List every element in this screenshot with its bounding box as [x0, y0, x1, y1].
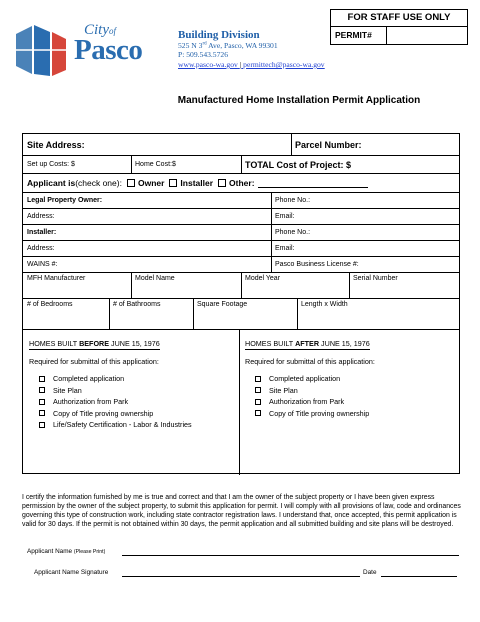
checkbox-icon[interactable] — [39, 422, 45, 428]
checkbox-icon[interactable] — [255, 399, 261, 405]
before-1976-column — [23, 330, 239, 475]
checkbox-icon[interactable] — [255, 387, 261, 393]
date-label: Date — [363, 569, 377, 576]
installer-address-field[interactable]: Address: — [27, 245, 55, 252]
permit-form — [22, 133, 460, 474]
license-row — [23, 257, 459, 273]
after-item: Authorization from Park — [255, 397, 461, 406]
cost-row — [23, 156, 459, 174]
applicant-type-row — [23, 174, 459, 193]
site-parcel-row — [23, 134, 459, 156]
check-one-hint: (check one): — [75, 178, 122, 188]
installer-field[interactable]: Installer: — [27, 229, 57, 236]
installer-checkbox[interactable] — [169, 179, 177, 187]
email-link[interactable]: permittech@pasco-wa.gov — [243, 60, 325, 69]
city-logo — [14, 22, 162, 78]
logo-name-text: Pasco — [74, 34, 143, 66]
total-cost-field[interactable]: TOTAL Cost of Project: $ — [245, 159, 352, 170]
requirements-section — [23, 330, 459, 475]
installer-label: Installer — [180, 178, 214, 188]
permit-number-label: PERMIT# — [331, 27, 387, 44]
other-checkbox[interactable] — [218, 179, 226, 187]
checkbox-icon[interactable] — [39, 399, 45, 405]
after-heading: HOMES BUILT AFTER JUNE 15, 1976 — [245, 339, 370, 348]
mfh-row — [23, 273, 459, 299]
before-item: Site Plan — [39, 386, 239, 395]
checkbox-icon[interactable] — [255, 410, 261, 416]
contact-links — [178, 60, 325, 69]
length-width-field[interactable]: Length x Width — [301, 301, 348, 308]
applicant-signature-line[interactable] — [122, 569, 360, 577]
checkbox-icon[interactable] — [39, 376, 45, 382]
model-year-field[interactable]: Model Year — [245, 275, 281, 282]
square-footage-field[interactable]: Square Footage — [197, 301, 248, 308]
model-name-field[interactable]: Model Name — [135, 275, 175, 282]
checkbox-icon[interactable] — [39, 410, 45, 416]
rooms-row — [23, 299, 459, 330]
division-address: 525 N 3rd Ave, Pasco, WA 99301 — [178, 41, 278, 50]
logo-city-text: City — [84, 22, 109, 38]
logo-of-text: of — [109, 26, 117, 36]
owner-row — [23, 193, 459, 209]
owner-address-field[interactable]: Address: — [27, 213, 55, 220]
applicant-name-label: Applicant Name (Please Print) — [27, 548, 106, 555]
division-name: Building Division — [178, 29, 260, 41]
before-required-text: Required for submittal of this application: — [29, 357, 159, 366]
business-license-field[interactable]: Pasco Business License #: — [275, 261, 359, 268]
applicant-is-label: Applicant is — [27, 178, 76, 188]
home-cost-field[interactable]: Home Cost:$ — [135, 161, 176, 168]
installer-phone-field[interactable]: Phone No.: — [275, 229, 311, 236]
before-item: Life/Safety Certification - Labor & Industries — [39, 420, 239, 429]
after-required-text: Required for submittal of this application: — [245, 357, 375, 366]
before-heading: HOMES BUILT BEFORE JUNE 15, 1976 — [29, 339, 160, 348]
staff-use-box — [330, 9, 468, 45]
site-address-field[interactable]: Site Address: — [27, 139, 85, 150]
installer-email-field[interactable]: Email: — [275, 245, 295, 252]
permit-number-field[interactable] — [387, 27, 467, 44]
setup-costs-field[interactable]: Set up Costs: $ — [27, 161, 75, 168]
after-item: Copy of Title proving ownership — [255, 409, 461, 418]
other-input[interactable] — [258, 179, 368, 188]
applicant-name-line[interactable] — [122, 548, 459, 556]
legal-owner-field[interactable]: Legal Property Owner: — [27, 197, 103, 204]
website-link[interactable]: www.pasco-wa.gov — [178, 60, 238, 69]
other-label: Other: — [229, 178, 255, 188]
link-separator: | — [239, 60, 242, 69]
bathrooms-field[interactable]: # of Bathrooms — [113, 301, 161, 308]
owner-checkbox[interactable] — [127, 179, 135, 187]
after-1976-column — [239, 330, 461, 475]
owner-label: Owner — [137, 178, 165, 188]
installer-row — [23, 225, 459, 241]
before-item: Copy of Title proving ownership — [39, 409, 239, 418]
after-item: Site Plan — [255, 386, 461, 395]
serial-number-field[interactable]: Serial Number — [353, 275, 398, 282]
mfh-manufacturer-field[interactable]: MFH Manufacturer — [27, 275, 86, 282]
owner-address-row — [23, 209, 459, 225]
after-item: Completed application — [255, 374, 461, 383]
wains-field[interactable]: WAINS #: — [27, 261, 58, 268]
applicant-signature-label: Applicant Name Signature — [34, 569, 109, 576]
division-phone: P: 509.543.5726 — [178, 50, 228, 59]
parcel-number-field[interactable]: Parcel Number: — [295, 139, 362, 150]
before-item: Completed application — [39, 374, 239, 383]
before-checklist — [29, 374, 239, 429]
installer-address-row — [23, 241, 459, 257]
checkbox-icon[interactable] — [255, 376, 261, 382]
form-title: Manufactured Home Installation Permit Application — [177, 95, 421, 106]
before-item: Authorization from Park — [39, 397, 239, 406]
owner-phone-field[interactable]: Phone No.: — [275, 197, 311, 204]
logo-mark-icon — [14, 22, 72, 78]
after-checklist — [245, 374, 461, 418]
staff-use-title: FOR STAFF USE ONLY — [331, 10, 467, 27]
bedrooms-field[interactable]: # of Bedrooms — [27, 301, 73, 308]
checkbox-icon[interactable] — [39, 387, 45, 393]
date-line[interactable] — [381, 569, 457, 577]
owner-email-field[interactable]: Email: — [275, 213, 295, 220]
certification-text: I certify the information furnished by me is true and correct and that I am the owner of the subject property or I have been given express permission by the owner of the subject property, to submit this application for permit. I will comply with all provisions of law, code and ordinances governing this type of construction work, including state contractor registration laws. I understand that, once accepted, this permit application is valid for 30 days. If the permit is not obtained within 30 days, the permit application and all submitted building and site plans will be destroyed. — [22, 494, 461, 528]
